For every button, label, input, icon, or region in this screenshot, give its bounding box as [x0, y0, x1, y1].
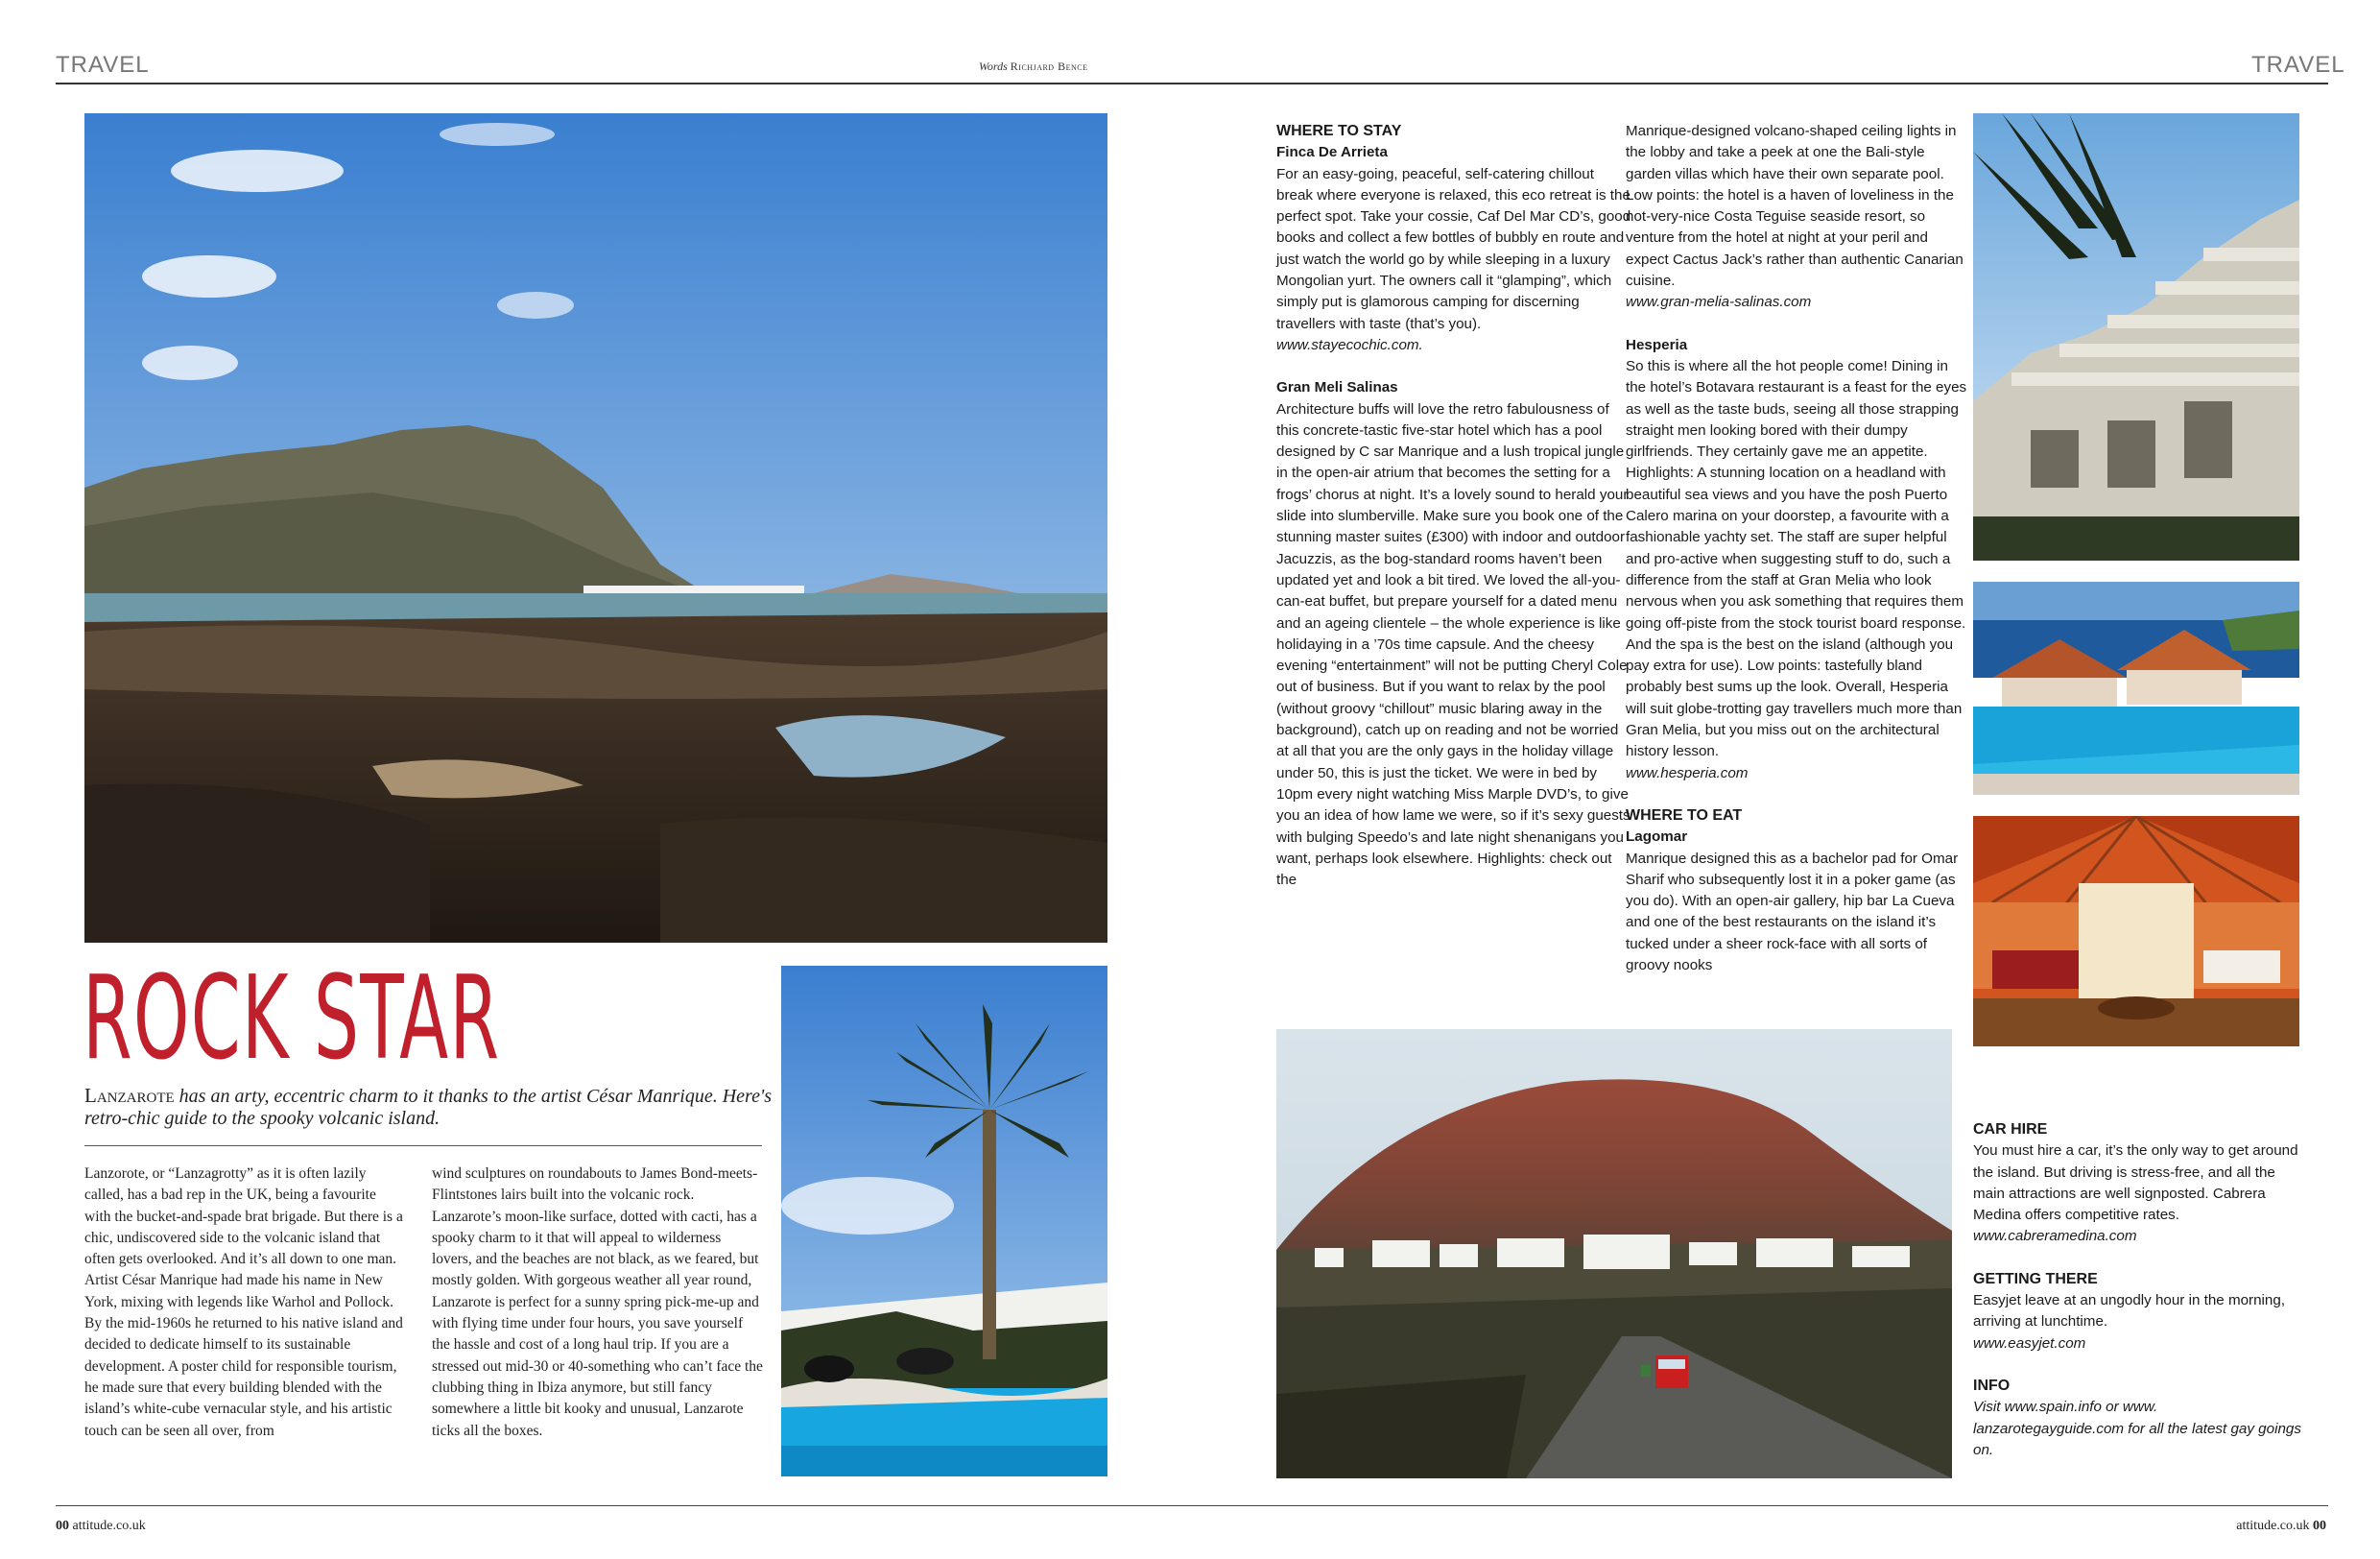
- info-heading: INFO: [1973, 1377, 2011, 1394]
- finca-name: Finca De Arrieta: [1276, 144, 1388, 161]
- gran-melia-text: Architecture buffs will love the retro fabulousness of this concrete-tastic five-star hotel which has a pool designed by C sar Manrique and a lush tropical jungle in the open-air atrium that becomes the setting for a frogs’ chorus at night. It’s a lovely sound to herald your slide into slumberville. Make sure you book one of the stunning master suites (£300) with indoor and outdoor Jacuzzis, as the bog-standard rooms haven’t been updated yet and look a bit tired. We loved the all-you-can-eat buffet, but prepare yourself for a dated menu and an ageing clientele – the whole experience is like holidaying in a ’70s time capsule. And the cheesy evening “entertainment” will not be putting Cheryl Cole out of business. But if you want to relax by the pool (without groovy “chillout” music blaring away in the background), catch up on reading and not be worried at all that you are the only gays in the holiday village under 50, this is just the ticket. We were in bed by 10pm every night watching Miss Marple DVD’s, to give you an idea of how lame we were, so if it’s sexy guests with bulging Speedo’s and late night shenanigans you want, perhaps look elsewhere. Highlights: check out the: [1276, 400, 1630, 889]
- gran-melia-url: www.gran-melia-salinas.com: [1626, 294, 1812, 311]
- header-rule: [56, 83, 2328, 84]
- photo-yurt-interior: [1973, 816, 2299, 1046]
- hesperia-text: So this is where all the hot people come! Dining in the hotel’s Botavara restaurant is a feast for the eyes as well as the taste buds, seeing all those strapping straight men looking bored with their dumpy girlfriends. They certainly gave me an appetite. Highlights: A stunning location on a headland with beautiful sea views and you have the posh Puerto Calero marina on your doorstep, a favourite with a fashionable yachty set. The staff are super helpful and pro-active when suggesting stuff to do, such a difference from the staff at Gran Melia who look nervous when you ask something that requires them going off-piste from the stock tourist board response. And the spa is the best on the island (although you pay extra for use). Low points: tastefully bland probably best sums up the look. Overall, Hesperia will suit globe-trotting gay travellers much more than Gran Melia, but you miss out on the architectural history lesson.: [1626, 357, 1967, 760]
- footer-right: [2236, 1519, 2326, 1534]
- footer-left: [56, 1519, 146, 1534]
- photo-pool-resort: [1973, 582, 2299, 795]
- hesperia-url: www.hesperia.com: [1626, 764, 1749, 781]
- info-text: Visit www.spain.info or www. lanzarotegayguide.com for all the latest gay goings on.: [1973, 1399, 2301, 1458]
- lagomar-name: Lagomar: [1626, 828, 1688, 846]
- where-to-stay-heading: WHERE TO STAY: [1276, 123, 1402, 139]
- byline-name: Richjard Bence: [1010, 60, 1088, 73]
- info-box: [1973, 1119, 2309, 1461]
- getting-there-url: www.easyjet.com: [1973, 1334, 2086, 1352]
- standfirst-text: has an arty, eccentric charm to it thanks to the artist César Manrique. Here's retro-chic guide to the spooky volcanic island.: [84, 1086, 773, 1129]
- photo-hotel-terraces: [1973, 113, 2299, 561]
- gran-melia-name: Gran Meli Salinas: [1276, 379, 1398, 396]
- guide-column-1: [1276, 121, 1631, 891]
- car-hire-text: You must hire a car, it’s the only way to get around the island. But driving is stress-free, and all the main attractions are well signposted. Cabrera Medina offers competitive rates.: [1973, 1142, 2298, 1224]
- guide-column-2: [1626, 121, 1971, 976]
- standfirst: [84, 1085, 775, 1130]
- byline: [979, 60, 1087, 74]
- getting-there-heading: GETTING THERE: [1973, 1270, 2098, 1287]
- body-text-1: Lanzorote, or “Lanzagrotty” as it is often lazily called, has a bad rep in the UK, being a favourite with the bucket-and-spade brat brigade. But there is a chic, undiscovered side to the volcanic island that often gets overlooked. And it’s all down to one man. Artist César Manrique had made his name in New York, mixing with legends like Warhol and Pollock. By the mid-1960s he returned to his native island and decided to dedicate himself to its sustainable development. A poster child for responsible tourism, he made sure that every building blended with the island’s white-cube vernacular style, and his artistic touch can be seen all over, from: [84, 1165, 403, 1439]
- site-left: attitude.co.uk: [72, 1519, 146, 1533]
- folio-right: 00: [2313, 1519, 2326, 1533]
- where-to-eat-heading: WHERE TO EAT: [1626, 806, 1743, 824]
- folio-left: 00: [56, 1519, 69, 1533]
- byline-prefix: Words: [979, 60, 1008, 73]
- hesperia-name: Hesperia: [1626, 336, 1688, 353]
- feature-title: ROCK STAR: [83, 952, 501, 1086]
- car-hire-url: www.cabreramedina.com: [1973, 1228, 2137, 1245]
- photo-palm-pool: [781, 966, 1107, 1476]
- photo-lava-coast: [84, 113, 1107, 943]
- photo-volcano-road: [1276, 1029, 1952, 1478]
- section-label-left: TRAVEL: [56, 52, 150, 78]
- lagomar-text: Manrique designed this as a bachelor pad for Omar Sharif who subsequently lost it in a poker game (as you do). With an open-air gallery, hip bar La Cueva and one of the best restaurants on the island it’s tucked under a sheer rock-face with all sorts of groovy nooks: [1626, 850, 1959, 973]
- footer-rule: [56, 1505, 2328, 1506]
- getting-there-text: Easyjet leave at an ungodly hour in the morning, arriving at lunchtime.: [1973, 1292, 2286, 1331]
- body-column-2: [432, 1163, 764, 1442]
- gran-melia-text-cont: Manrique-designed volcano-shaped ceiling lights in the lobby and take a peek at one the Bali-style garden villas which have their own separate pool. Low points: the hotel is a haven of loveliness in the not-very-nice Costa Teguise seaside resort, so venture from the hotel at night at your peril and expect Cactus Jack’s rather than authentic Canarian cuisine.: [1626, 123, 1964, 290]
- finca-url: www.stayecochic.com.: [1276, 336, 1423, 353]
- standfirst-rule: [84, 1145, 762, 1146]
- site-right: attitude.co.uk: [2236, 1519, 2310, 1533]
- section-label-right: TRAVEL: [2251, 52, 2345, 78]
- standfirst-lead: Lanzarote: [84, 1084, 175, 1107]
- finca-text: For an easy-going, peaceful, self-catering chillout break where everyone is relaxed, this eco retreat is the perfect spot. Take your cossie, Caf Del Mar CD’s, good books and collect a few bottles of bubbly en route and just watch the world go by while sleeping in a luxury Mongolian yurt. The owners call it “glamping”, which simply put is glamorous camping for discerning travellers with taste (that’s you).: [1276, 165, 1631, 332]
- car-hire-heading: CAR HIRE: [1973, 1121, 2048, 1138]
- body-column-1: [84, 1163, 405, 1442]
- body-text-2: wind sculptures on roundabouts to James Bond-meets-Flintstones lairs built into the volcanic rock. Lanzarote’s moon-like surface, dotted with cacti, has a spooky charm to it that will appeal to wilderness lovers, and the beaches are not black, as we feared, but mostly golden. With gorgeous weather all year round, Lanzarote is perfect for a sunny spring pick-me-up and with flying time under four hours, you save yourself the hassle and cost of a long haul trip. If you are a stressed out mid-30 or 40-something who can’t face the clubbing thing in Ibiza anymore, but still fancy somewhere a little bit kooky and unusual, Lanzarote ticks all the boxes.: [432, 1165, 763, 1439]
